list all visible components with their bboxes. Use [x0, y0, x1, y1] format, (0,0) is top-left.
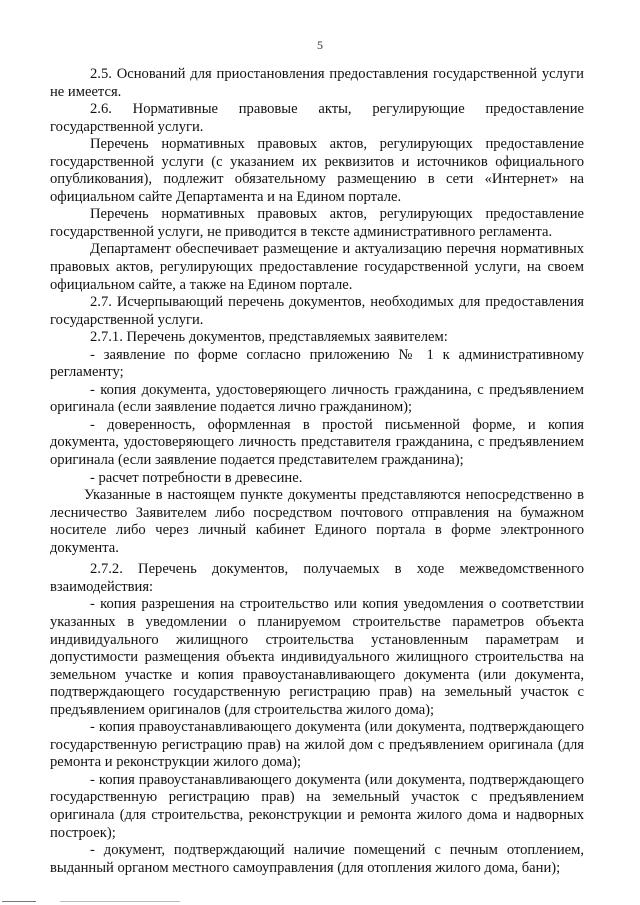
- scan-edge-mark: [60, 901, 180, 902]
- document-body: [50, 66, 584, 877]
- paragraph-2-7-1: 2.7.1. Перечень документов, представляемых заявителем:: [90, 329, 448, 346]
- list-item-application: - заявление по форме согласно приложению № 1 к административному регламенту;: [50, 346, 584, 381]
- paragraph-2-6: 2.6. Нормативные правовые акты, регулирующие предоставление государственной услуги.: [50, 101, 584, 135]
- list-item-house-title: - копия правоустанавливающего документа (или документа, подтверждающего государственную регистрацию прав) на жилой дом с предъявлением оригинала (для ремонта и реконструкции жилого дома);: [50, 719, 584, 771]
- list-item-wood-calculation: - расчет потребности в древесине.: [90, 469, 303, 486]
- list-item-stove-heating-document: - документ, подтверждающий наличие помещений с печным отоплением, выданный органом местного самоуправления (для отопления жилого дома, бани);: [50, 842, 584, 876]
- list-item-land-title: - копия правоустанавливающего документа (или документа, подтверждающего государственную регистрацию прав) на земельный участок с предъявлением оригинала (для строительства, реконструкции и ремонта жилого дома и надворных построек);: [50, 771, 584, 841]
- paragraph-2-7: 2.7. Исчерпывающий перечень документов, необходимых для предоставления государственной услуги.: [50, 294, 584, 328]
- list-item-construction-permit: - копия разрешения на строительство или копия уведомления о соответствии указанных в уведомлении о планируемом строительстве параметров объекта индивидуального жилищного строительства установленным параметрам и допустимости размещения объекта индивидуального жилищного строительства на земельном участке и копия правоустанавливающего документа (или документа, подтверждающего государственную регистрацию прав) на земельный участок с предъявлением оригиналов (для строительства жилого дома);: [50, 596, 584, 718]
- paragraph-department-updates: Департамент обеспечивает размещение и актуализацию перечня нормативных правовых актов, регулирующих предоставление государственной услуги, на своем официальном сайте, а также на Едином портале.: [50, 241, 584, 293]
- paragraph-2-5: 2.5. Оснований для приостановления предоставления государственной услуги не имеется.: [50, 66, 584, 100]
- list-item-power-of-attorney: - доверенность, оформленная в простой письменной форме, и копия документа, удостоверяющего личность представителя гражданина, с предъявлением оригинала (если заявление подается представителем гражданина);: [50, 416, 584, 469]
- paragraph-2-7-2: 2.7.2. Перечень документов, получаемых в ходе межведомственного взаимодействия:: [50, 561, 584, 595]
- paragraph-submission-methods: Указанные в настоящем пункте документы представляются непосредственно в лесничество Заявителем либо посредством почтового отправления на бумажном носителе либо через личный кабинет Единого портала в форме электронного документа.: [50, 487, 584, 556]
- scan-edge-mark: [2, 901, 36, 902]
- paragraph-legal-acts-publication: Перечень нормативных правовых актов, регулирующих предоставление государственной услуги (с указанием их реквизитов и источников официального опубликования), подлежит обязательному размещению в сети «Интернет» на официальном сайте Департамента и на Едином портале.: [50, 136, 584, 205]
- paragraph-legal-acts-not-listed: Перечень нормативных правовых актов, регулирующих предоставление государственной услуги, не приводится в тексте административного регламента.: [50, 206, 584, 240]
- list-item-id-copy: - копия документа, удостоверяющего личность гражданина, с предъявлением оригинала (если заявление подается лично гражданином);: [50, 381, 584, 416]
- page-number: 5: [317, 38, 323, 52]
